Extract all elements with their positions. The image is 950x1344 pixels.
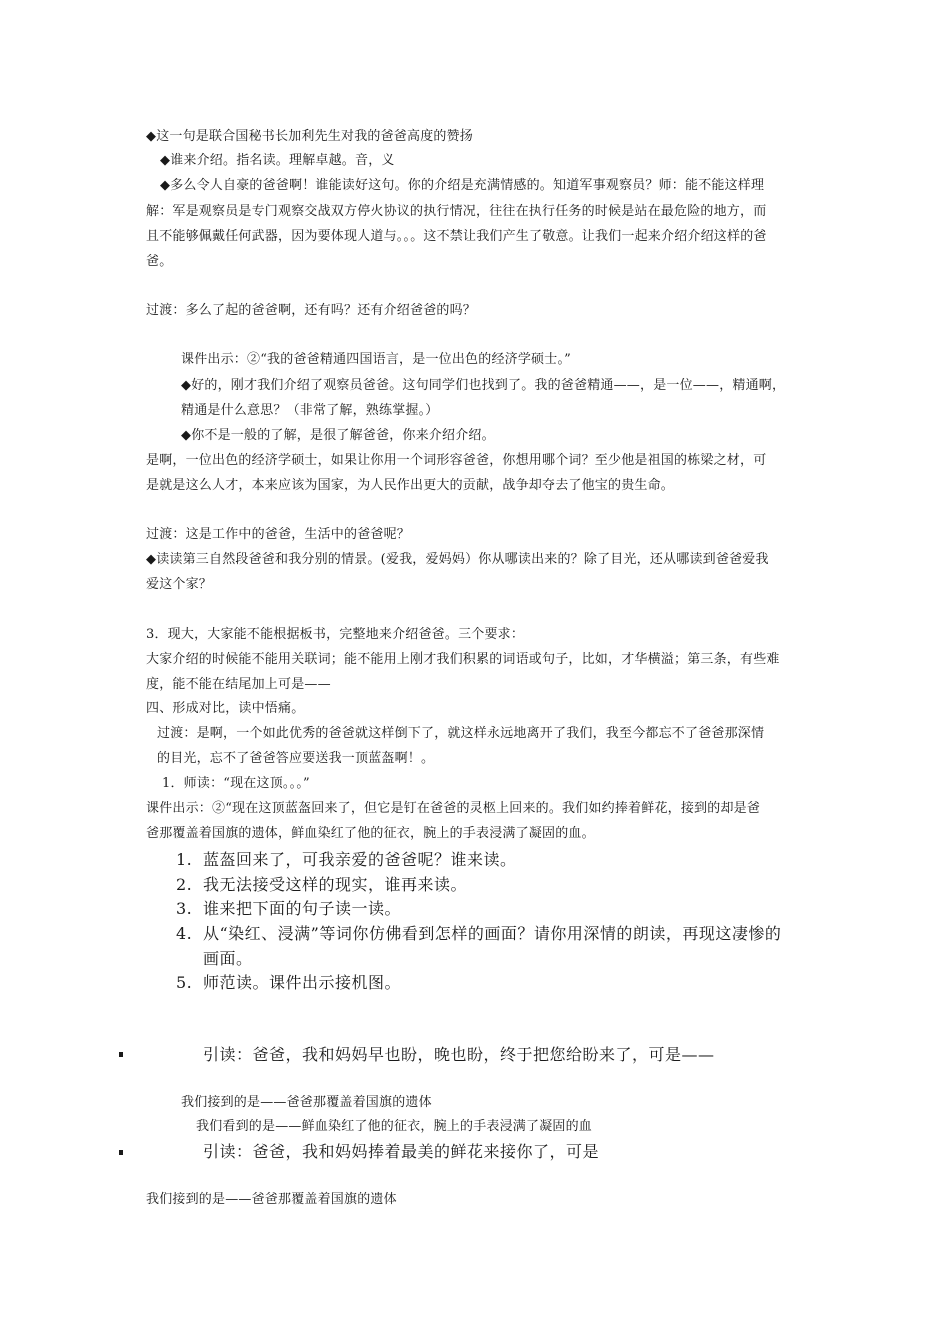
text-line: 爱这个家？ — [146, 577, 213, 592]
text-line: 度，能不能在结尾加上可是—— — [146, 677, 331, 692]
text-line: 1．师读：“现在这顶。。。” — [162, 776, 310, 791]
bullet-item: 引读：爸爸，我和妈妈捧着最美的鲜花来接你了，可是 — [203, 1142, 600, 1161]
text-line: ◆谁来介绍。指名读。理解卓越。音，义 — [160, 153, 395, 168]
list-number: 2. — [176, 875, 193, 894]
text-line: 我们看到的是——鲜血染红了他的征衣，腕上的手表浸满了凝固的血 — [196, 1119, 593, 1134]
text-line: 且不能够佩戴任何武器，因为要体现人道与。。。这不禁让我们产生了敬意。让我们一起来介绍介绍这样的爸 — [146, 229, 767, 244]
text-line: 我们接到的是——爸爸那覆盖着国旗的遗体 — [146, 1192, 397, 1207]
text-line: 课件出示：②“我的爸爸精通四国语言，是一位出色的经济学硕士。” — [181, 352, 571, 367]
text-line: 过渡：这是工作中的爸爸，生活中的爸爸呢？ — [146, 527, 411, 542]
text-line: 我们接到的是——爸爸那覆盖着国旗的遗体 — [181, 1095, 432, 1110]
text-line: 课件出示：②“现在这顶蓝盔回来了，但它是钉在爸爸的灵柩上回来的。我们如约捧着鲜花，接到的却是爸 — [146, 801, 761, 816]
text-line: ◆这一句是联合国秘书长加利先生对我的爸爸高度的赞扬 — [146, 129, 473, 144]
list-item: 我无法接受这样的现实，谁再来读。 — [203, 875, 468, 894]
list-item: 从“染红、浸满”等词你仿佛看到怎样的画面？请你用深情的朗读，再现这凄惨的 — [203, 924, 782, 943]
text-line: 过渡：多么了起的爸爸啊，还有吗？还有介绍爸爸的吗？ — [146, 303, 477, 318]
text-line: ◆好的，刚才我们介绍了观察员爸爸。这句同学们也找到了。我的爸爸精通——，是一位——，精通啊， — [181, 378, 786, 393]
text-line: ◆你不是一般的了解，是很了解爸爸，你来介绍介绍。 — [181, 428, 495, 443]
square-bullet-icon — [119, 1052, 123, 1057]
text-line: 四、形成对比，读中悟痛。 — [146, 701, 305, 716]
list-number: 1. — [176, 850, 193, 869]
text-line: 解：军是观察员是专门观察交战双方停火协议的执行情况，往往在执行任务的时候是站在最危险的地方，而 — [146, 204, 767, 219]
list-item: 师范读。课件出示接机图。 — [203, 973, 402, 992]
text-line: 过渡：是啊，一个如此优秀的爸爸就这样倒下了，就这样永远地离开了我们，我至今都忘不了爸爸那深情 — [157, 726, 765, 741]
text-line: ◆多么令人自豪的爸爸啊！谁能读好这句。你的介绍是充满情感的。知道军事观察员？师：能不能这样理 — [160, 178, 765, 193]
bullet-item: 引读：爸爸，我和妈妈早也盼，晚也盼，终于把您给盼来了，可是—— — [203, 1045, 715, 1064]
text-line: 大家介绍的时候能不能用关联词；能不能用上刚才我们积累的词语或句子，比如，才华横溢；第三条，有些难 — [146, 652, 780, 667]
list-item: 谁来把下面的句子读一读。 — [203, 899, 402, 918]
list-item-continuation: 画面。 — [203, 949, 253, 968]
text-line: 是就是这么人才，本来应该为国家，为人民作出更大的贡献，战争却夺去了他宝的贵生命。 — [146, 478, 675, 493]
list-number: 4. — [176, 924, 193, 943]
list-number: 3. — [176, 899, 193, 918]
text-line: 3．现大，大家能不能根据板书，完整地来介绍爸爸。三个要求： — [146, 627, 525, 642]
text-line: 爸。 — [146, 254, 173, 269]
text-line: 精通是什么意思？（非常了解，熟练掌握。） — [181, 403, 439, 418]
text-line: 爸那覆盖着国旗的遗体，鲜血染红了他的征衣，腕上的手表浸满了凝固的血。 — [146, 826, 595, 841]
text-line: 是啊，一位出色的经济学硕士，如果让你用一个词形容爸爸，你想用哪个词？至少他是祖国的栋梁之材，可 — [146, 453, 767, 468]
square-bullet-icon — [119, 1150, 123, 1155]
text-line: 的目光，忘不了爸爸答应要送我一顶蓝盔啊！。 — [157, 751, 435, 766]
text-line: ◆读读第三自然段爸爸和我分别的情景。(爱我，爱妈妈）你从哪读出来的？除了目光，还从哪读到爸爸爱我 — [146, 552, 769, 567]
list-item: 蓝盔回来了，可我亲爱的爸爸呢？谁来读。 — [203, 850, 517, 869]
list-number: 5. — [176, 973, 193, 992]
